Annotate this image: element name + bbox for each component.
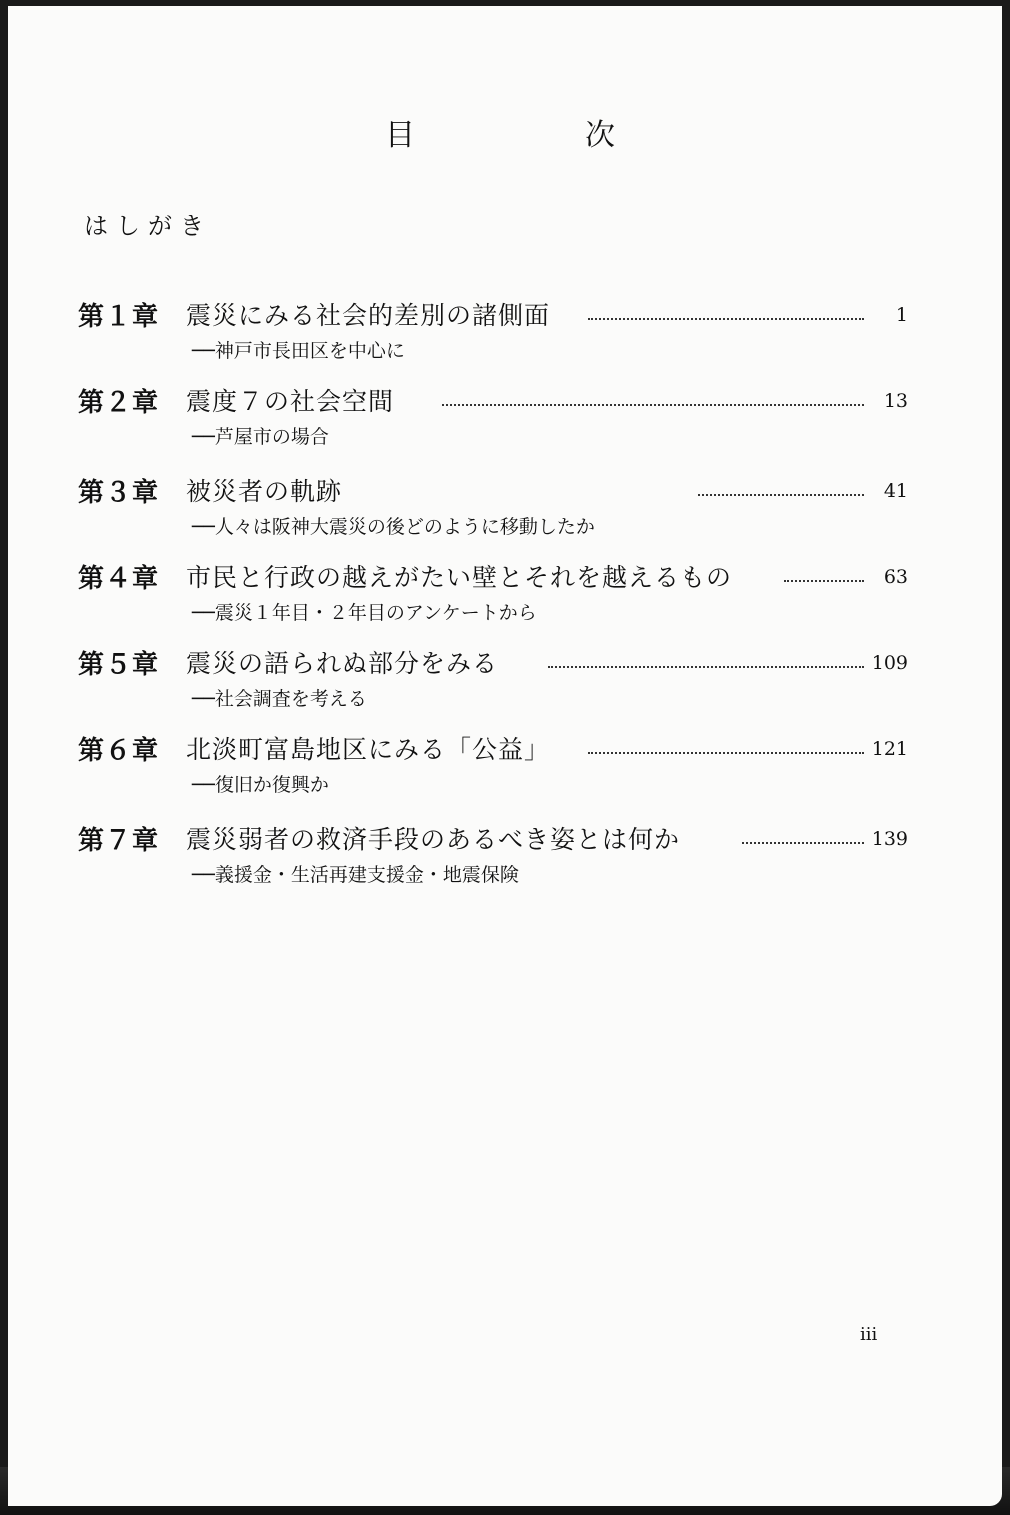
dot-leader [442,402,864,406]
chapter-number: 第６章 [78,736,160,766]
chapter-number: 第３章 [78,478,160,508]
chapter-number: 第７章 [78,826,160,856]
chapter-number: 第１章 [78,302,160,332]
chapter-subtitle: ──神戸市長田区を中心に [192,340,405,362]
chapter-subtitle: ──義援金・生活再建支援金・地震保険 [192,864,519,886]
toc-entry-6 [78,730,908,800]
toc-entry-1 [78,296,908,366]
dot-leader [588,750,864,754]
chapter-number: 第４章 [78,564,160,594]
toc-entry-5 [78,644,908,714]
dot-leader [588,316,864,320]
page-number: 63 [883,566,908,588]
page-folio: iii [860,1324,878,1345]
page-number: 1 [895,304,908,326]
page-number: 41 [883,480,908,502]
chapter-subtitle: ──震災１年目・２年目のアンケートから [192,602,537,624]
chapter-title: 市民と行政の越えがたい壁とそれを越えるもの [186,563,733,592]
page-title: 目 次 [385,118,685,153]
chapter-title: 被災者の軌跡 [186,477,343,506]
dot-leader [784,578,864,582]
book-page [8,6,1002,1506]
toc-entry-4 [78,558,908,628]
page-number: 121 [871,738,908,760]
chapter-title: 震災弱者の救済手段のあるべき姿とは何か [186,825,681,854]
chapter-subtitle: ──復旧か復興か [192,774,329,796]
chapter-subtitle: ──芦屋市の場合 [192,426,329,448]
chapter-subtitle: ──人々は阪神大震災の後どのように移動したか [192,516,595,538]
chapter-title: 震災にみる社会的差別の諸側面 [186,301,551,330]
preface-heading: はしがき [84,212,212,240]
chapter-title: 震度７の社会空間 [186,387,395,416]
dot-leader [698,492,864,496]
chapter-title: 震災の語られぬ部分をみる [186,649,499,678]
page-number: 13 [883,390,908,412]
page-number: 139 [871,828,908,850]
toc-entry-3 [78,472,908,542]
chapter-title: 北淡町富島地区にみる「公益」 [186,735,551,764]
dot-leader [742,840,864,844]
toc-entry-2 [78,382,908,452]
chapter-number: 第２章 [78,388,160,418]
page-number: 109 [871,652,908,674]
chapter-number: 第５章 [78,650,160,680]
toc-entry-7 [78,820,908,890]
dot-leader [548,664,864,668]
chapter-subtitle: ──社会調査を考える [192,688,367,710]
page-surface [8,6,1002,1466]
